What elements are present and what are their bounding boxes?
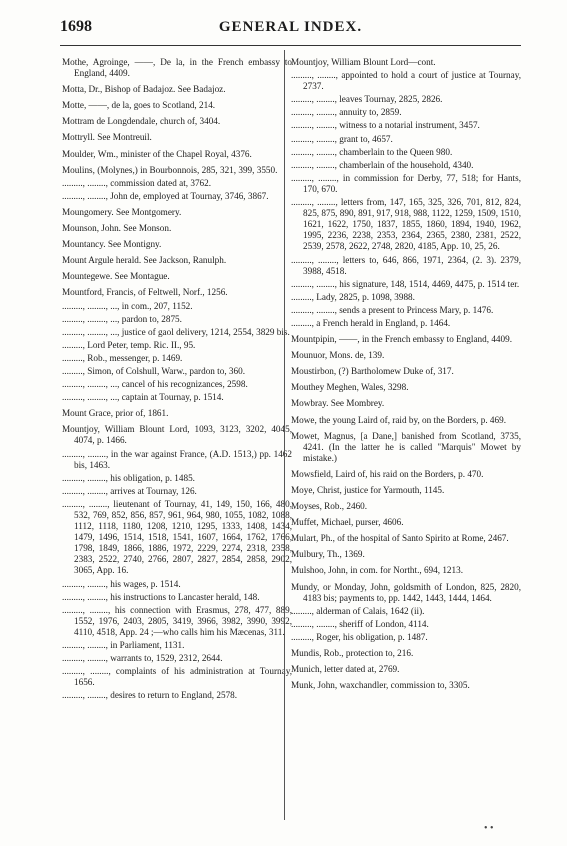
index-entry: ........., Roger, his obligation, p. 1487. [291, 631, 428, 642]
index-entry: ........., ........, sheriff of London, 4114. [291, 618, 429, 629]
index-entry: Mounson, John. See Monson. [62, 223, 172, 234]
page-number: 1698 [60, 18, 92, 35]
left-index-column [62, 52, 292, 704]
index-entry: Mount Grace, prior of, 1861. [62, 408, 169, 419]
index-entry: Mothe, Agroinge, ——, De la, in the French embassy to England, 4409. [62, 57, 292, 79]
page-header [60, 16, 521, 38]
index-entry: ........., ........, letters from, 147, 165, 325, 326, 701, 812, 824, 825, 875, 890, 891, 917, 918, 988, 1122, 1259, 1509, 1510, 1621, 1622, 1750, 1837, 1855, 1860, 1894, 1940, 1962, 1995, 2236, 2238, 2353, 2364, 2365, 2380, 2381, 2522, 2539, 2578, 2622, 2748, 2820, 4185, App. 10, 25, 26. [291, 197, 521, 252]
index-entry: ........., ........, ..., justice of gaol delivery, 1214, 2554, 3829 bis. [62, 326, 290, 337]
index-entry: Mulbury, Th., 1369. [291, 549, 365, 560]
index-entry: Moustirbon, (?) Bartholomew Duke of, 317. [291, 366, 454, 377]
index-entry: Mottryll. See Montreuil. [62, 132, 152, 143]
index-entry: ........., ........, arrives at Tournay, 126. [62, 485, 197, 496]
index-entry: ........., ........, ..., pardon to, 2875. [62, 313, 182, 324]
index-entry: Mowsfield, Laird of, his raid on the Borders, p. 470. [291, 468, 484, 479]
index-entry: ........., ........, his signature, 148, 1514, 4469, 4475, p. 1514 ter. [291, 278, 520, 289]
index-entry: Mulshoo, John, in com. for Northt., 694, 1213. [291, 565, 464, 576]
index-entry: ........., Lady, 2825, p. 1098, 3988. [291, 291, 415, 302]
index-entry: Muffet, Michael, purser, 4606. [291, 517, 404, 528]
index-entry: Munich, letter dated at, 2769. [291, 664, 400, 675]
index-entry: Motte, ——, de la, goes to Scotland, 214. [62, 100, 216, 111]
index-entry: Mountpipin, ——, in the French embassy to England, 4409. [291, 334, 512, 345]
index-entry: ........., ........, grant to, 4657. [291, 133, 393, 144]
index-entry: ........., ........, ..., in com., 207, 1152. [62, 300, 193, 311]
index-entry: Mountjoy, William Blount Lord—cont. [291, 57, 436, 67]
index-entry: ........., ........, his obligation, p. 1485. [62, 472, 195, 483]
index-entry: Mountjoy, William Blount Lord, 1093, 3123, 3202, 4045, 4074, p. 1466. [62, 424, 292, 446]
running-title: GENERAL INDEX. [218, 19, 363, 35]
index-entry: Mouthey Meghen, Wales, 3298. [291, 382, 409, 393]
index-entry: Moyses, Rob., 2460. [291, 501, 368, 512]
index-entry: ........., ........, chamberlain to the Queen 980. [291, 146, 453, 157]
index-entry: Mountancy. See Montigny. [62, 239, 162, 250]
index-entry: ........., ........, leaves Tournay, 2825, 2826. [291, 94, 443, 105]
index-entry: ........., Rob., messenger, p. 1469. [62, 352, 183, 363]
index-entry: ........., Lord Peter, temp. Ric. II., 95. [62, 339, 196, 350]
index-entry: ........., ........, his wages, p. 1514. [62, 578, 181, 589]
index-entry: ........., ........, lieutenant of Tournay, 41, 149, 150, 166, 480, 532, 769, 852, 856, 857, 961, 964, 980, 1055, 1082, 1088, 1112, 1118, 1180, 1208, 1210, 1295, 1333, 1408, 1434, 1479, 1496, 1514, 1518, 1541, 1607, 1664, 1762, 1766, 1798, 1849, 1866, 1886, 1972, 2229, 2274, 2318, 2358, 2383, 2522, 2740, 2766, 2807, 2827, 2854, 2858, 2902, 3065, App. 16. [62, 498, 292, 576]
index-entry: Mountford, Francis, of Feltwell, Norf., 1256. [62, 287, 228, 298]
index-entry: Munk, John, waxchandler, commission to, 3305. [291, 680, 470, 691]
index-entry: ........., ........, ..., captain at Tournay, p. 1514. [62, 392, 224, 403]
index-entry: Mount Argule herald. See Jackson, Ranulph. [62, 255, 227, 266]
index-entry: ........., ........, letters to, 646, 866, 1971, 2364, (2. 3). 2379, 3988, 4518. [291, 254, 521, 276]
index-entry: Moulins, (Molynes,) in Bourbonnois, 285, 321, 399, 3550. [62, 164, 278, 175]
index-entry: ........., ........, witness to a notarial instrument, 3457. [291, 120, 480, 131]
index-entry: ........., ........, annuity to, 2859. [291, 107, 402, 118]
index-entry: ........., a French herald in England, p. 1464. [291, 317, 451, 328]
index-entry: Mowe, the young Laird of, raid by, on the Borders, p. 469. [291, 414, 507, 425]
column-divider [284, 50, 285, 820]
index-entry: Motta, Dr., Bishop of Badajoz. See Badajoz. [62, 84, 226, 95]
index-entry: ........., ........, John de, employed at Tournay, 3746, 3867. [62, 190, 269, 201]
index-entry: ........., ........, in the war against France, (A.D. 1513,) pp. 1462 bis, 1463. [62, 448, 292, 470]
index-entry: ........., ........, ..., cancel of his recognizances, 2598. [62, 379, 248, 390]
index-entry: Mountegewe. See Montague. [62, 271, 170, 282]
index-entry: Moungomery. See Montgomery. [62, 206, 182, 217]
index-entry: ........., alderman of Calais, 1642 (ii). [291, 605, 425, 616]
index-entry: Moye, Christ, justice for Yarmouth, 1145. [291, 485, 445, 495]
index-entry: ........., ........, warrants to, 1529, 2312, 2644. [62, 653, 223, 664]
index-entry: ........., ........, appointed to hold a court of justice at Tournay, 2737. [291, 70, 521, 92]
index-entry: ........., ........, sends a present to Princess Mary, p. 1476. [291, 304, 494, 315]
index-entry: Mowet, Magnus, [a Dane,] banished from Scotland, 3735, 4241. (In the latter he is called "Marquis" Mowet by mistake.) [291, 430, 521, 463]
index-entry: Mottram de Longdendale, church of, 3404. [62, 116, 221, 127]
index-entry: ........., ........, in commission for Derby, 77, 518; for Hants, 170, 670. [291, 172, 521, 194]
index-entry: ........., ........, desires to return to England, 2578. [62, 690, 238, 701]
index-entry: ........., ........, chamberlain of the household, 4340. [291, 159, 474, 170]
index-entry: Mounuor, Mons. de, 139. [291, 350, 385, 361]
footer-marks: • • [484, 823, 494, 834]
index-entry: ........., ........, his instructions to Lancaster herald, 148. [62, 591, 260, 602]
index-entry: Moulder, Wm., minister of the Chapel Royal, 4376. [62, 148, 252, 159]
index-entry: Mundis, Rob., protection to, 216. [291, 648, 414, 659]
header-rule [60, 45, 521, 46]
index-entry: Mowbray. See Mombrey. [291, 398, 385, 409]
index-entry: ........., ........, his connection with Erasmus, 278, 477, 889, 1552, 1976, 2403, 2805, 3419, 3966, 3982, 3990, 3992, 4110, 4518, App. 24 ;—who calls him his Mæcenas, 311. [62, 604, 292, 637]
index-entry: ........., ........, commission dated at, 3762. [62, 177, 212, 188]
index-entry: Mulart, Ph., of the hospital of Santo Spirito at Rome, 2467. [291, 533, 509, 544]
index-entry: Mundy, or Monday, John, goldsmith of London, 825, 2820, 4183 bis; payments to, pp. 1442, 1443, 1444, 1464. [291, 581, 521, 603]
index-entry: ........., ........, in Parliament, 1131. [62, 640, 185, 651]
index-entry: ........., ........, complaints of his administration at Tournay, 1656. [62, 666, 292, 688]
right-index-column [291, 52, 521, 693]
index-entry: ........., Simon, of Colshull, Warw., pardon to, 360. [62, 365, 246, 376]
